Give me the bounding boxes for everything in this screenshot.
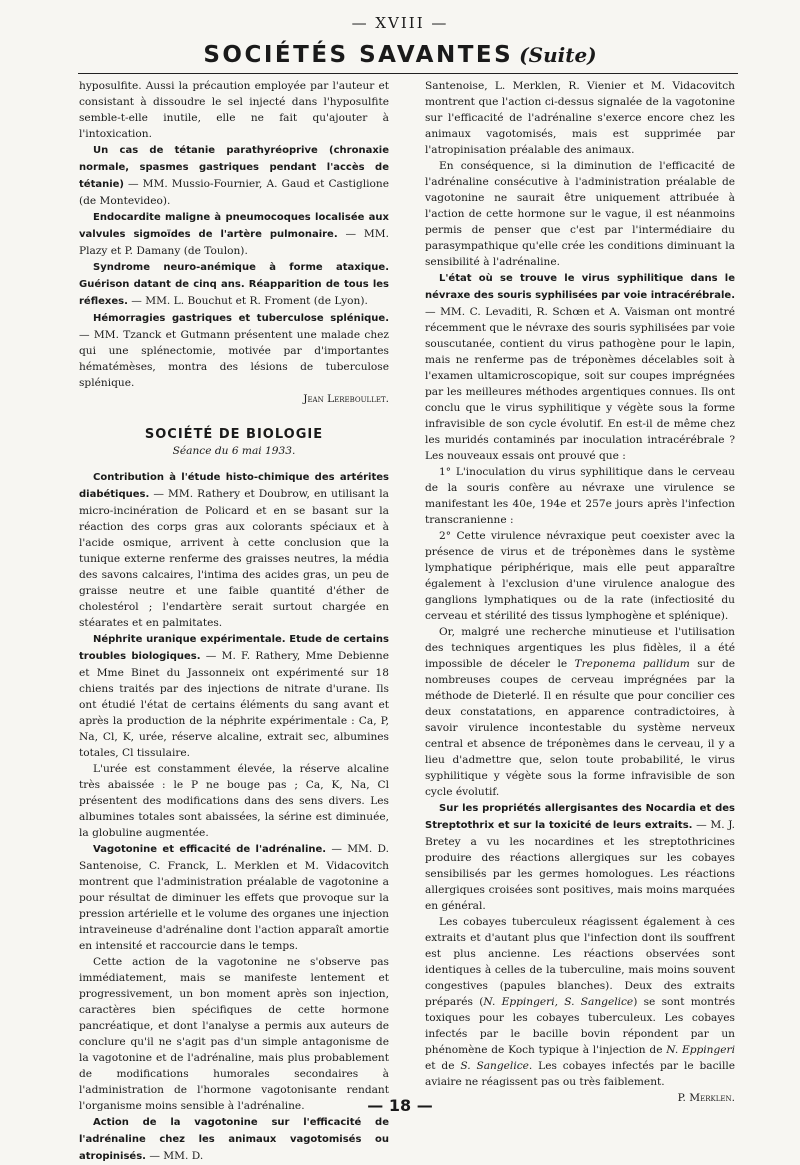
paragraph: Santenoise, L. Merklen, R. Vienier et M. Vidacovitch montrent que l'action ci-dessus signalée de la vagotonine sur l'efficacité de l'adrénaline s'exerce encore chez les animaux vagotomisés, mais est supprimée par l'atropinisation préalable des animaux. xyxy=(425,80,735,156)
paragraph: L'urée est constamment élevée, la réserve alcaline très abaissée : le P ne bouge pas ; Ca, K, Na, Cl présentent des modifications dans des sens divers. Les albumines totales sont abaissées, la sérine est diminuée, la globuline augmentée. xyxy=(79,763,389,839)
paragraph-text: sur de nombreuses coupes de cerveau imprégnées par la méthode de Dieterlé. Il en résulte que pour concilier ces deux constatations, en apparence contradictoires, à savoir virulence incontestable du système nerveux central et absence de tréponèmes dans le cerveau, il y a lieu d'admettre que, selon toute probabilité, le virus syphilitique y végète sous la forme infravisible de son cycle évolutif. xyxy=(425,658,735,798)
paragraph-title: Vagotonine et efficacité de l'adrénaline. xyxy=(93,844,327,855)
signature: Jean Lereboullet. xyxy=(303,393,389,405)
session-date: Séance du 6 mai 1933. xyxy=(172,445,296,457)
paragraph xyxy=(79,310,389,391)
species-name: Treponema pallidum xyxy=(574,658,690,670)
left-column xyxy=(79,78,389,1165)
top-folio: — XVIII — xyxy=(351,14,449,32)
paragraph-text: — MM. Tzanck et Gutmann présentent une malade chez qui une splénectomie, motivée par d'importantes hématémèses, montra des lésions de tuberculose splénique. xyxy=(79,329,389,389)
paragraph xyxy=(79,1114,389,1165)
paragraph-text: Les cobayes infectés par le bacille aviaire ne réagissent pas ou très faiblement. xyxy=(425,1060,735,1088)
paragraph xyxy=(79,259,389,310)
paragraph-text: — MM. Plazy et P. Damany (de Toulon). xyxy=(79,228,389,257)
paragraph-title: Endocardite maligne à pneumocoques localisée aux valvules sigmoïdes de l'artère pulmonaire. xyxy=(79,212,389,240)
species-name: N. Eppingeri, S. Sangelice xyxy=(483,996,634,1008)
paragraph-text: ) se sont montrés toxiques pour les cobayes tuberculeux. Les cobayes infectés par le bacille bovin répondent par un phénomène de Koch typique à l'injection de xyxy=(425,996,736,1056)
paragraph-title: Syndrome neuro-anémique à forme ataxique. Guérison datant de cinq ans. Réapparition de tous les réflexes. xyxy=(79,262,389,307)
section-title: SOCIÉTÉ DE BIOLOGIE xyxy=(144,427,324,442)
paragraph-title: Contribution à l'étude histo-chimique des artérites diabétiques. xyxy=(79,472,389,500)
paragraph-title: Néphrite uranique expérimentale. Etude de certains troubles biologiques. xyxy=(79,634,389,662)
paragraph xyxy=(425,800,735,914)
paragraph xyxy=(79,142,389,209)
paragraph-title: Sur les propriétés allergisantes des Nocardia et des Streptothrix et sur la toxicité de leurs extraits. xyxy=(425,803,735,831)
paragraph xyxy=(79,209,389,259)
paragraph: Cette action de la vagotonine ne s'observe pas immédiatement, mais se manifeste lentement et progressivement, un bon moment après son injection, caractères bien spécifiques de cette hormone pancréatique, et dont l'analyse a permis aux auteurs de conclure qu'il ne s'agit pas d'un simple antagonisme de la vagotonine et de l'adrénaline, mais plus probablement de modifications humorales secondaires à l'administration de l'hormone vagotonisante rendant l'organisme moins sensible à l'adrénaline. xyxy=(79,956,389,1112)
signature: P. Merklen. xyxy=(677,1092,735,1104)
paragraph-title: L'état où se trouve le virus syphilitique dans le névraxe des souris syphilisées par voie intracérébrale. xyxy=(425,273,735,301)
paragraph-text: — MM. D. xyxy=(149,1150,204,1162)
paragraph-title: Un cas de tétanie parathyréoprive (chronaxie normale, spasmes gastriques pendant l'accès de tétanie) xyxy=(79,145,389,190)
paragraph xyxy=(425,624,735,800)
paragraph-text: — M. F. Rathery, Mme Debienne et Mme Binet du Jassonneix ont expérimenté sur 18 chiens traités par des injections de nitrate d'urane. Ils ont étudié l'état de certains éléments du sang avant et après la production de la néphrite expérimentale : Ca, P, Na, Cl, K, urée, réserve alcaline, extrait sec, albumines totales, Cl tissulaire. xyxy=(79,650,390,759)
paragraph xyxy=(79,631,389,761)
paragraph-text: — MM. L. Bouchut et R. Froment (de Lyon). xyxy=(131,295,368,307)
paragraph: hyposulfite. Aussi la précaution employée par l'auteur et consistant à dissoudre le sel injecté dans l'hyposulfite semble-t-elle inutile, elle ne fait qu'ajouter à l'intoxication. xyxy=(79,80,389,140)
header-rule xyxy=(78,73,738,74)
species-name: N. Eppingeri xyxy=(666,1044,735,1056)
paragraph: 1° L'inoculation du virus syphilitique dans le cerveau de la souris confère au névraxe une virulence se manifestant les 40e, 194e et 257e jours après l'infection transcranienne : xyxy=(425,466,735,526)
paragraph-text: Les cobayes tuberculeux réagissent également à ces extraits et d'autant plus que l'infection dont ils souffrent est plus ancienne. Les réactions observées sont identiques à celles de la tuberculine, mais moins souvent congestives (papules blanches). Deux des extraits préparés ( xyxy=(425,916,735,1008)
header-title: SOCIÉTÉS SAVANTES xyxy=(203,42,514,68)
paragraph-text: et de xyxy=(425,1060,455,1072)
paragraph-text: — MM. D. Santenoise, C. Franck, L. Merklen et M. Vidacovitch montrent que l'administration préalable de vagotonine a pour résultat de diminuer les effets que provoque sur la pression artérielle et le volume des organes une injection intraveineuse d'adrénaline dont l'action apparaît amortie en intensité et raccourcie dans le temps. xyxy=(79,843,390,952)
right-column xyxy=(425,78,735,1106)
paragraph xyxy=(79,841,389,954)
paragraph xyxy=(425,914,735,1090)
species-name: S. Sangelice. xyxy=(460,1060,533,1072)
header-suite: (Suite) xyxy=(519,43,597,67)
page-header xyxy=(0,42,800,68)
paragraph-text: — MM. Rathery et Doubrow, en utilisant la micro-incinération de Policard et en se basant sur la réaction des corps gras aux colorants spéciaux et à l'acide osmique, arrivent à cette conclusion que la tunique externe renferme des graisses neutres, la média des savons calcaires, l'intima des acides gras, un peu de graisse neutre et une faible quantité d'éther de cholestérol ; l'endartère serait surtout chargée en stéarates et en palmitates. xyxy=(79,488,389,629)
paragraph: En conséquence, si la diminution de l'efficacité de l'adrénaline consécutive à l'administration préalable de vagotonine ne saurait être uniquement attribuée à l'action de cette hormone sur le vague, il est néanmoins permis de penser que c'est par l'intermédiaire du parasympathique qu'elle crée les conditions diminuant la sensibilité à l'adrénaline. xyxy=(425,160,735,268)
paragraph-text: — MM. C. Levaditi, R. Schœn et A. Vaisman ont montré récemment que le névraxe des souris syphilisées par voie souscutanée, contient du virus pathogène pour le lapin, mais ne renferme pas de tréponèmes décelables soit à l'examen ultamicroscopique, soit sur coupes imprégnées par les meilleures méthodes argentiques connues. Ils ont conclu que le virus syphilitique y végète sous la forme infravisible de son cycle évolutif. En est-il de même chez les muridés contaminés par inoculation intracérébrale ? Les nouveaux essais ont prouvé que : xyxy=(425,306,735,462)
paragraph xyxy=(425,270,735,464)
paragraph-text: — MM. Mussio-Fournier, A. Gaud et Castiglione (de Montevideo). xyxy=(79,178,389,207)
paragraph-title: Action de la vagotonine sur l'efficacité de l'adrénaline chez les animaux vagotomisés ou atropinisés. xyxy=(79,1117,389,1162)
paragraph: 2° Cette virulence névraxique peut coexister avec la présence de virus et de tréponèmes dans le système lymphatique périphérique, mais elle peut apparaître également à l'exclusion d'une virulence analogue des ganglions lymphatiques ou de la rate (infectiosité du cerveau et stérilité des tissus lymphogène et splénique). xyxy=(425,530,735,622)
paragraph-text: — M. J. Bretey a vu les nocardines et les streptothricines produire des réactions allergiques sur les cobayes sensibilisés par les germes homologues. Les réactions allergiques croisées sont positives, mais moins marquées en général. xyxy=(425,819,735,912)
page-number: — 18 — xyxy=(367,1096,433,1115)
paragraph-text: Or, malgré une recherche minutieuse et l'utilisation des techniques argentiques les plus fidèles, il a été impossible de déceler le xyxy=(425,626,735,670)
paragraph xyxy=(79,469,389,631)
paragraph-title: Hémorragies gastriques et tuberculose splénique. xyxy=(93,313,389,324)
